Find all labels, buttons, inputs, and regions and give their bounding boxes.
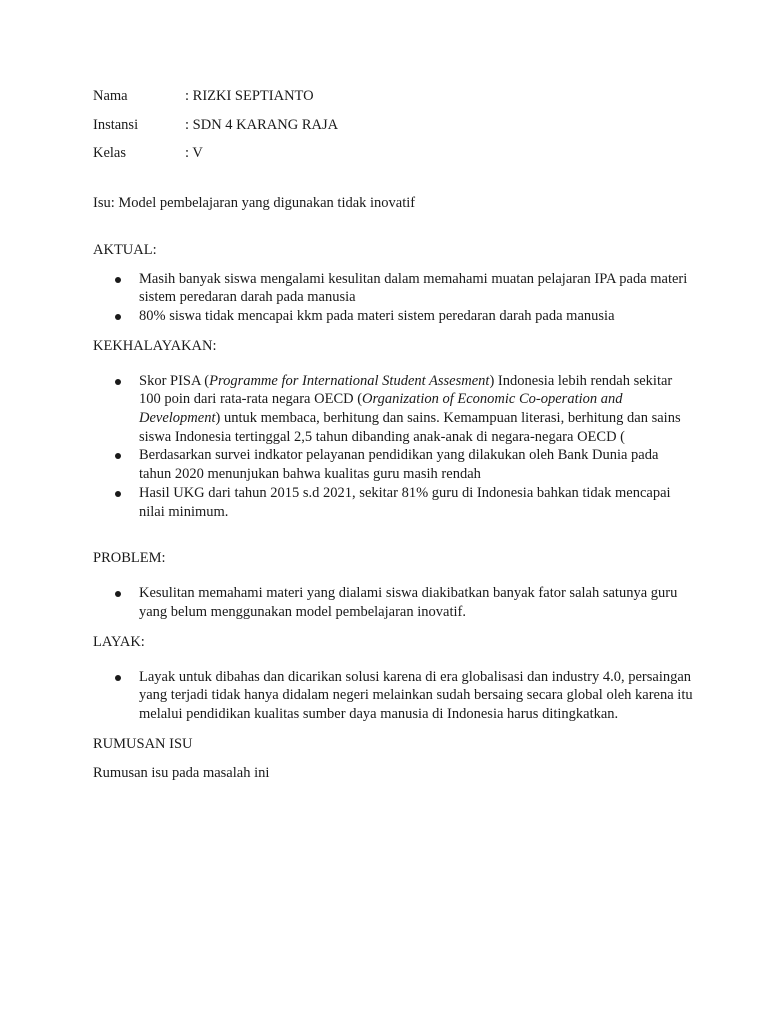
- list-item-text: [139, 373, 681, 445]
- instansi-value: : SDN 4 KARANG RAJA: [185, 116, 339, 133]
- rumusan-heading: RUMUSAN ISU: [93, 735, 193, 752]
- list-item-text: Berdasarkan survei indkator pelayanan pendidikan yang dilakukan oleh Bank Dunia pada tahun 2020 menunjukan bahwa kualitas guru masih rendah: [139, 447, 659, 483]
- document-page: [93, 88, 693, 783]
- bullet-icon: [115, 591, 121, 597]
- kekhalayakan-list: [93, 372, 693, 522]
- pisa-text-part: Skor PISA (: [139, 372, 210, 389]
- list-item-text: Hasil UKG dari tahun 2015 s.d 2021, sekitar 81% guru di Indonesia bahkan tidak mencapai nilai minimum.: [139, 484, 671, 520]
- list-item-text: Masih banyak siswa mengalami kesulitan dalam memahami muatan pelajaran IPA pada materi sistem peredaran darah pada manusia: [139, 270, 688, 306]
- list-item: [93, 270, 693, 307]
- list-item-text: 80% siswa tidak mencapai kkm pada materi sistem peredaran darah pada manusia: [139, 307, 615, 324]
- meta-row-instansi: [93, 117, 693, 146]
- bullet-icon: [115, 379, 121, 385]
- pisa-text-part: ) untuk membaca, berhitung dan sains. Kemampuan literasi, berhitung dan sains siswa Indonesia tertinggal 2,5 tahun dibanding anak-anak di negara-negara OECD (: [139, 410, 681, 445]
- oecd-term-italic: Organization of Economic Co-operation and Development: [139, 391, 623, 427]
- problem-heading: PROBLEM:: [93, 550, 166, 567]
- list-item: [93, 484, 693, 521]
- list-item: [93, 372, 693, 447]
- aktual-list: [93, 270, 693, 326]
- pisa-text-part: ) Indonesia lebih rendah sekitar 100 poin dari rata-rata negara OECD (: [139, 372, 673, 408]
- bullet-icon: [115, 314, 121, 320]
- list-item: [93, 446, 693, 483]
- meta-row-nama: [93, 88, 693, 117]
- list-item: [93, 668, 693, 724]
- layak-heading: LAYAK:: [93, 633, 145, 650]
- aktual-heading: AKTUAL:: [93, 241, 157, 258]
- bullet-icon: [115, 277, 121, 283]
- instansi-label: Instansi: [93, 116, 139, 133]
- nama-value: : RIZKI SEPTIANTO: [185, 88, 314, 104]
- isu-statement: Isu: Model pembelajaran yang digunakan tidak inovatif: [93, 194, 416, 211]
- kelas-value: : V: [185, 145, 203, 161]
- bullet-icon: [115, 453, 121, 459]
- list-item: [93, 307, 693, 326]
- list-item-text: Layak untuk dibahas dan dicarikan solusi karena di era globalisasi dan industry 4.0, persaingan yang terjadi tidak hanya didalam negeri melainkan sudah bersaing secara global oleh karena itu melalui pendidikan kualitas sumber daya manusia di Indonesia harus ditingkatkan.: [139, 668, 693, 723]
- problem-list: [93, 584, 693, 621]
- meta-row-kelas: [93, 145, 693, 174]
- kelas-label: Kelas: [93, 145, 127, 161]
- bullet-icon: [115, 675, 121, 681]
- bullet-icon: [115, 491, 121, 497]
- rumusan-text: Rumusan isu pada masalah ini: [93, 764, 270, 781]
- kekhalayakan-heading: KEKHALAYAKAN:: [93, 337, 217, 354]
- layak-list: [93, 668, 693, 724]
- list-item-text: Kesulitan memahami materi yang dialami siswa diakibatkan banyak fator salah satunya guru yang belum menggunakan model pembelajaran inovatif.: [139, 585, 678, 620]
- list-item: [93, 584, 693, 621]
- nama-label: Nama: [93, 88, 128, 104]
- pisa-term-italic: Programme for International Student Assesment: [209, 372, 490, 389]
